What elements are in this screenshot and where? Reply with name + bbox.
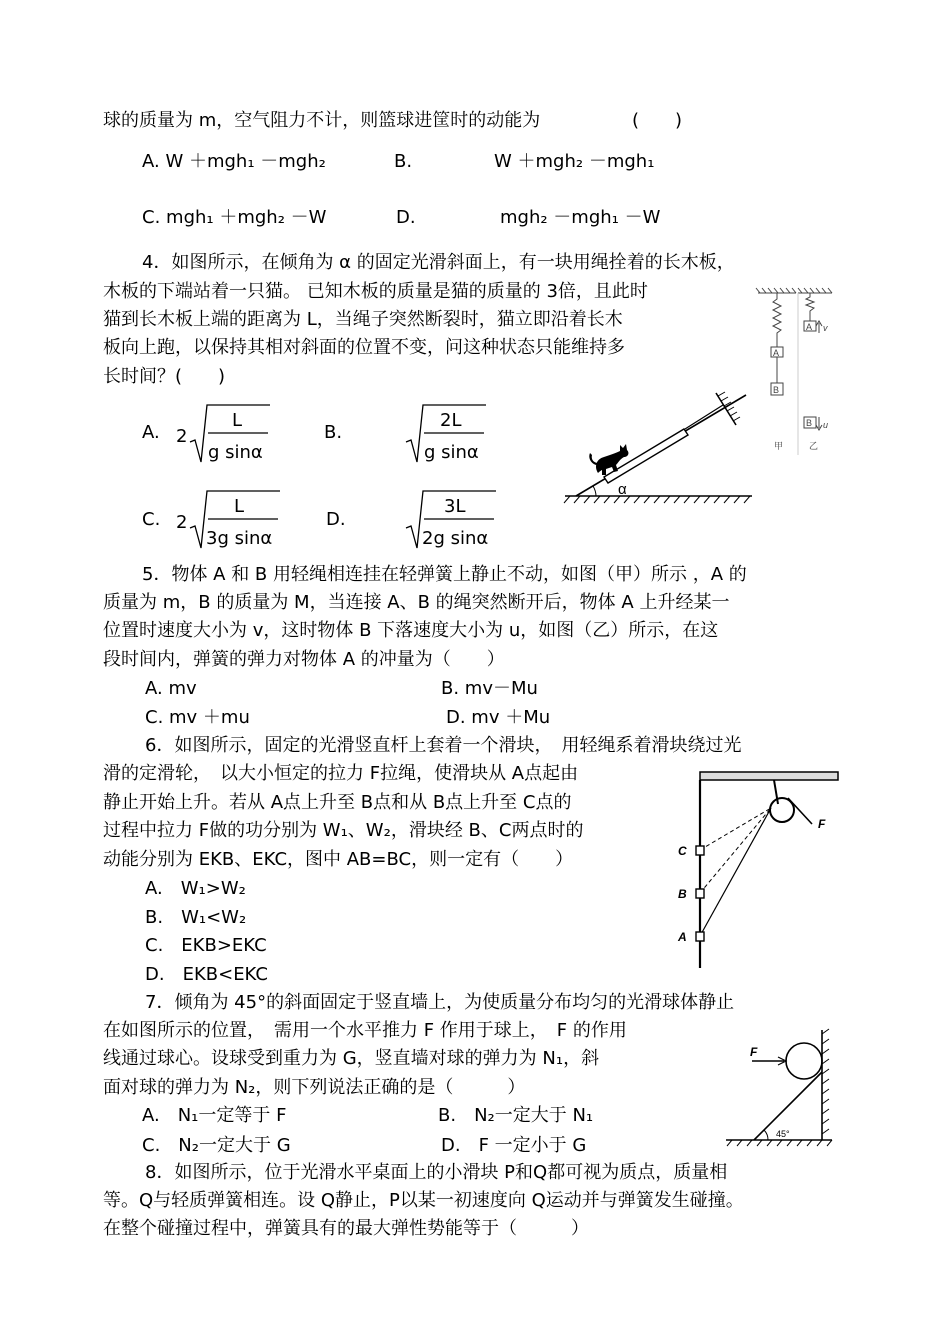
block-a-label: A — [806, 322, 813, 332]
q4-option-a-coef: 2 — [176, 426, 188, 447]
q7-line-2: 在如图所示的位置， 需用一个水平推力 F 作用于球上， F 的作用 — [103, 1020, 627, 1041]
q3-option-d-expr: mgh₂ －mgh₁ －W — [500, 207, 661, 228]
q6-line-5: 动能分别为 EKB、EKC，图中 AB=BC，则一定有（ ） — [103, 849, 574, 870]
q6-option-c[interactable]: C. EKB>EKC — [145, 935, 267, 956]
q3-option-a-expr: W ＋mgh₁ －mgh₂ — [165, 151, 326, 172]
q4-option-c-coef: 2 — [176, 512, 188, 533]
q7-line-3: 线通过球心。设球受到重力为 G，竖直墙对球的弹力为 N₁，斜 — [103, 1048, 600, 1069]
q6-option-d[interactable]: D. EKB<EKC — [145, 964, 268, 985]
q6-option-a[interactable]: A. W₁>W₂ — [145, 878, 246, 899]
q3-answer-paren: ( ) — [632, 110, 683, 131]
q6-line-2: 滑的定滑轮， 以大小恒定的拉力 F拉绳，使滑块从 A点起由 — [103, 763, 579, 784]
q5-line-4: 段时间内，弹簧的弹力对物体 A 的冲量为（ ） — [103, 649, 505, 670]
q5-option-d[interactable]: D. mv ＋Mu — [446, 707, 551, 728]
ball-incline-figure — [724, 1026, 838, 1150]
q3-stem-tail: 球的质量为 m，空气阻力不计，则篮球进筐时的动能为 — [103, 110, 541, 131]
q4-option-d-label: D. — [326, 509, 346, 530]
q5-line-1: 5．物体 A 和 B 用轻绳相连挂在轻弹簧上静止不动，如图（甲）所示 ，A 的 — [142, 564, 747, 585]
q4-option-a-numerator: L — [232, 410, 243, 431]
q3-option-c-label: C. — [142, 207, 161, 228]
q7-line-4: 面对球的弹力为 N₂，则下列说法正确的是（ ） — [103, 1077, 526, 1098]
q7-line-1: 7．倾角为 45°的斜面固定于竖直墙上，为使质量分布均匀的光滑球体静止 — [145, 992, 735, 1013]
pulley-rod-figure — [670, 768, 840, 973]
incline-angle-label: α — [618, 481, 627, 498]
spring-system-figure — [754, 285, 838, 460]
q5-line-2: 质量为 m，B 的质量为 M，当连接 A、B 的绳突然断开后，物体 A 上升经某一 — [103, 592, 730, 613]
q4-option-d-numerator: 3L — [444, 496, 466, 517]
q5-option-b[interactable]: B. mv－Mu — [441, 678, 538, 699]
q4-option-c-numerator: L — [234, 496, 245, 517]
q4-option-c-label: C. — [142, 509, 161, 530]
q6-line-1: 6．如图所示，固定的光滑竖直杆上套着一个滑块， 用轻绳系着滑块绕过光 — [145, 735, 742, 756]
figure-jia-caption: 甲 — [774, 441, 784, 451]
block-b-label: B — [773, 385, 780, 395]
q3-option-c[interactable] — [142, 209, 326, 227]
q4-option-d[interactable] — [326, 488, 501, 552]
point-b-label: B — [678, 887, 687, 901]
q6-line-4: 过程中拉力 F做的功分别为 W₁、W₂，滑块经 B、C两点时的 — [103, 820, 584, 841]
q4-option-c[interactable] — [142, 488, 292, 552]
q4-option-a[interactable] — [142, 402, 282, 466]
velocity-u-label: u — [823, 420, 829, 430]
q4-line-5: 长时间？( ) — [103, 366, 226, 387]
q4-line-4: 板向上跑，以保持其相对斜面的位置不变，问这种状态只能维持多 — [103, 337, 625, 358]
q3-option-d-label[interactable]: D. — [396, 207, 416, 228]
q3-option-a[interactable] — [142, 153, 326, 171]
q4-option-b-label: B. — [324, 422, 343, 443]
q4-line-2: 木板的下端站着一只猫。 已知木板的质量是猫的质量的 3倍，且此时 — [103, 281, 648, 302]
q8-line-2: 等。Q与轻质弹簧相连。设 Q静止，P以某一初速度向 Q运动并与弹簧发生碰撞。 — [103, 1190, 744, 1211]
q3-option-c-expr: mgh₁ ＋mgh₂ －W — [166, 207, 327, 228]
q8-line-3: 在整个碰撞过程中，弹簧具有的最大弹性势能等于（ ） — [103, 1218, 589, 1239]
figure-yi-caption: 乙 — [809, 441, 819, 451]
q8-line-1: 8．如图所示，位于光滑水平桌面上的小滑块 P和Q都可视为质点，质量相 — [145, 1162, 728, 1183]
q4-option-b-numerator: 2L — [440, 410, 462, 431]
angle-45-label: 45° — [776, 1129, 790, 1139]
q5-option-c[interactable]: C. mv ＋mu — [145, 707, 250, 728]
q6-option-b[interactable]: B. W₁<W₂ — [145, 907, 247, 928]
point-c-label: C — [678, 844, 687, 858]
q4-option-b[interactable] — [324, 402, 494, 466]
q7-option-a[interactable]: A. N₁一定等于 F — [142, 1105, 287, 1126]
q5-line-3: 位置时速度大小为 v，这时物体 B 下落速度大小为 u，如图（乙）所示，在这 — [103, 620, 719, 641]
q4-option-b-denominator: g sinα — [424, 442, 479, 463]
force-f-label: F — [750, 1045, 758, 1059]
force-f-label: F — [818, 817, 826, 831]
q7-option-d[interactable]: D. F 一定小于 G — [441, 1135, 587, 1156]
q4-line-1: 4．如图所示，在倾角为 α 的固定光滑斜面上，有一块用绳拴着的长木板， — [142, 252, 735, 273]
q5-option-a[interactable]: A. mv — [145, 678, 197, 699]
incline-cat-figure — [560, 385, 760, 510]
q7-option-b[interactable]: B. N₂一定大于 N₁ — [438, 1105, 594, 1126]
point-a-label: A — [678, 930, 687, 944]
block-a-label: A — [773, 348, 780, 358]
q6-line-3: 静止开始上升。若从 A点上升至 B点和从 B点上升至 C点的 — [103, 792, 572, 813]
q3-option-a-label: A. — [142, 151, 160, 172]
block-b-label: B — [806, 418, 813, 428]
q4-option-a-denominator: g sinα — [208, 442, 263, 463]
q7-option-c[interactable]: C. N₂一定大于 G — [142, 1135, 291, 1156]
q3-option-b-label[interactable]: B. — [394, 151, 413, 172]
q4-line-3: 猫到长木板上端的距离为 L，当绳子突然断裂时，猫立即沿着长木 — [103, 309, 623, 330]
q4-option-a-label: A. — [142, 422, 160, 443]
q4-option-c-denominator: 3g sinα — [206, 528, 273, 549]
q4-option-d-denominator: 2g sinα — [422, 528, 489, 549]
q3-option-b-expr: W ＋mgh₂ －mgh₁ — [494, 151, 655, 172]
velocity-v-label: v — [823, 323, 828, 333]
